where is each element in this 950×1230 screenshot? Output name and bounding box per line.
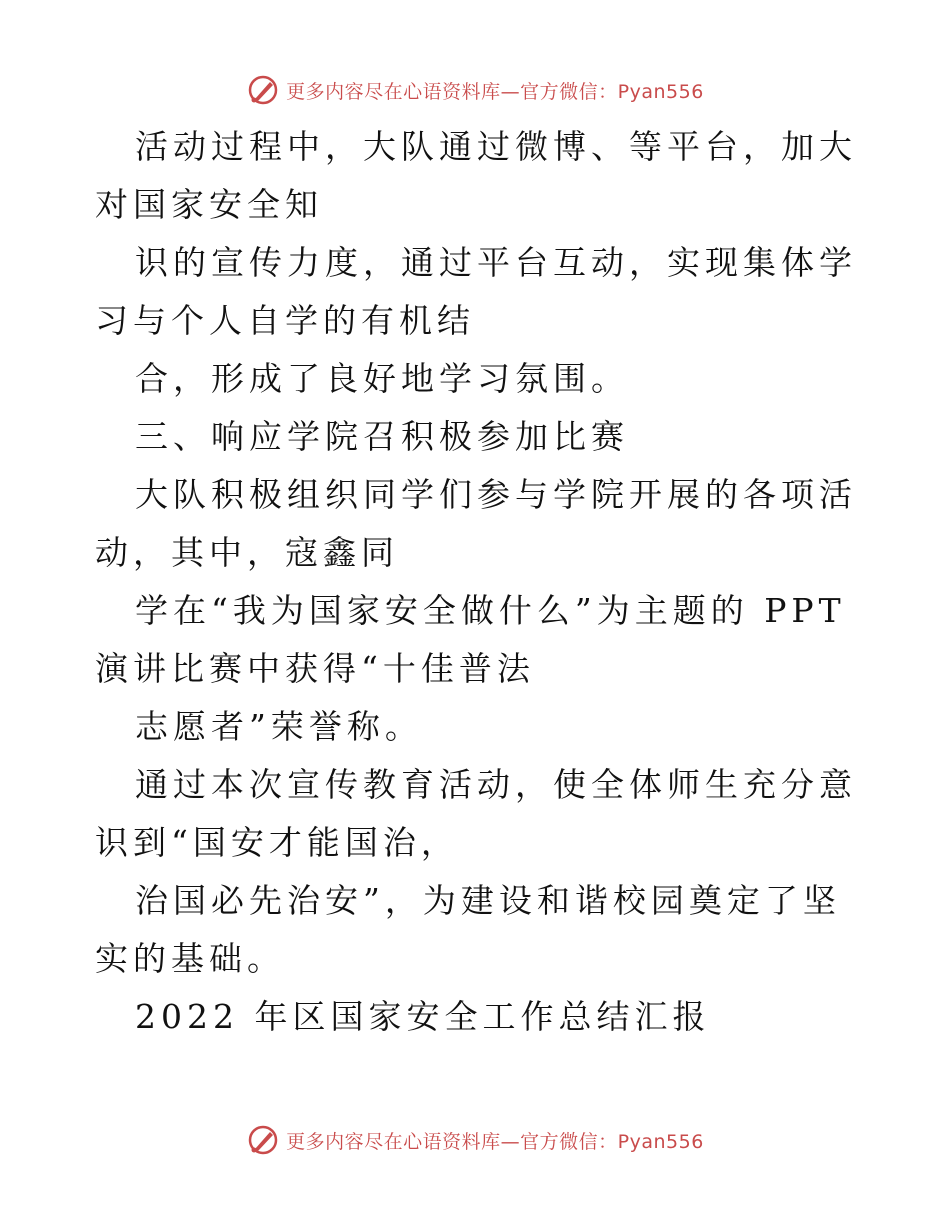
pen-logo-icon (246, 1123, 280, 1157)
header-watermark-banner (0, 70, 950, 110)
section-heading: 三、响应学院召积极参加比赛 (135, 417, 629, 456)
paragraph: 大队积极组织同学们参与学院开展的各项活动，其中，寇鑫同 (95, 475, 857, 572)
document-title-line: 2022 年区国家安全工作总结汇报 (135, 997, 711, 1036)
paragraph: 治国必先治安”，为建设和谐校园奠定了坚实的基础。 (95, 881, 841, 978)
pen-logo-icon (246, 73, 280, 107)
paragraph: 学在“我为国家安全做什么”为主题的 PPT 演讲比赛中获得“十佳普法 (95, 591, 846, 688)
watermark-text: 更多内容尽在心语资料库—官方微信：Pyan556 (286, 80, 704, 103)
paragraph: 识的宣传力度，通过平台互动，实现集体学习与个人自学的有机结 (95, 243, 857, 340)
document-body (95, 118, 865, 1046)
paragraph: 活动过程中，大队通过微博、等平台，加大对国家安全知 (95, 127, 857, 224)
paragraph: 通过本次宣传教育活动，使全体师生充分意识到“国安才能国治， (95, 765, 857, 862)
footer-watermark-banner (0, 1120, 950, 1160)
paragraph: 志愿者”荣誉称。 (135, 707, 423, 746)
watermark-text: 更多内容尽在心语资料库—官方微信：Pyan556 (286, 1130, 704, 1153)
paragraph: 合，形成了良好地学习氛围。 (135, 359, 629, 398)
